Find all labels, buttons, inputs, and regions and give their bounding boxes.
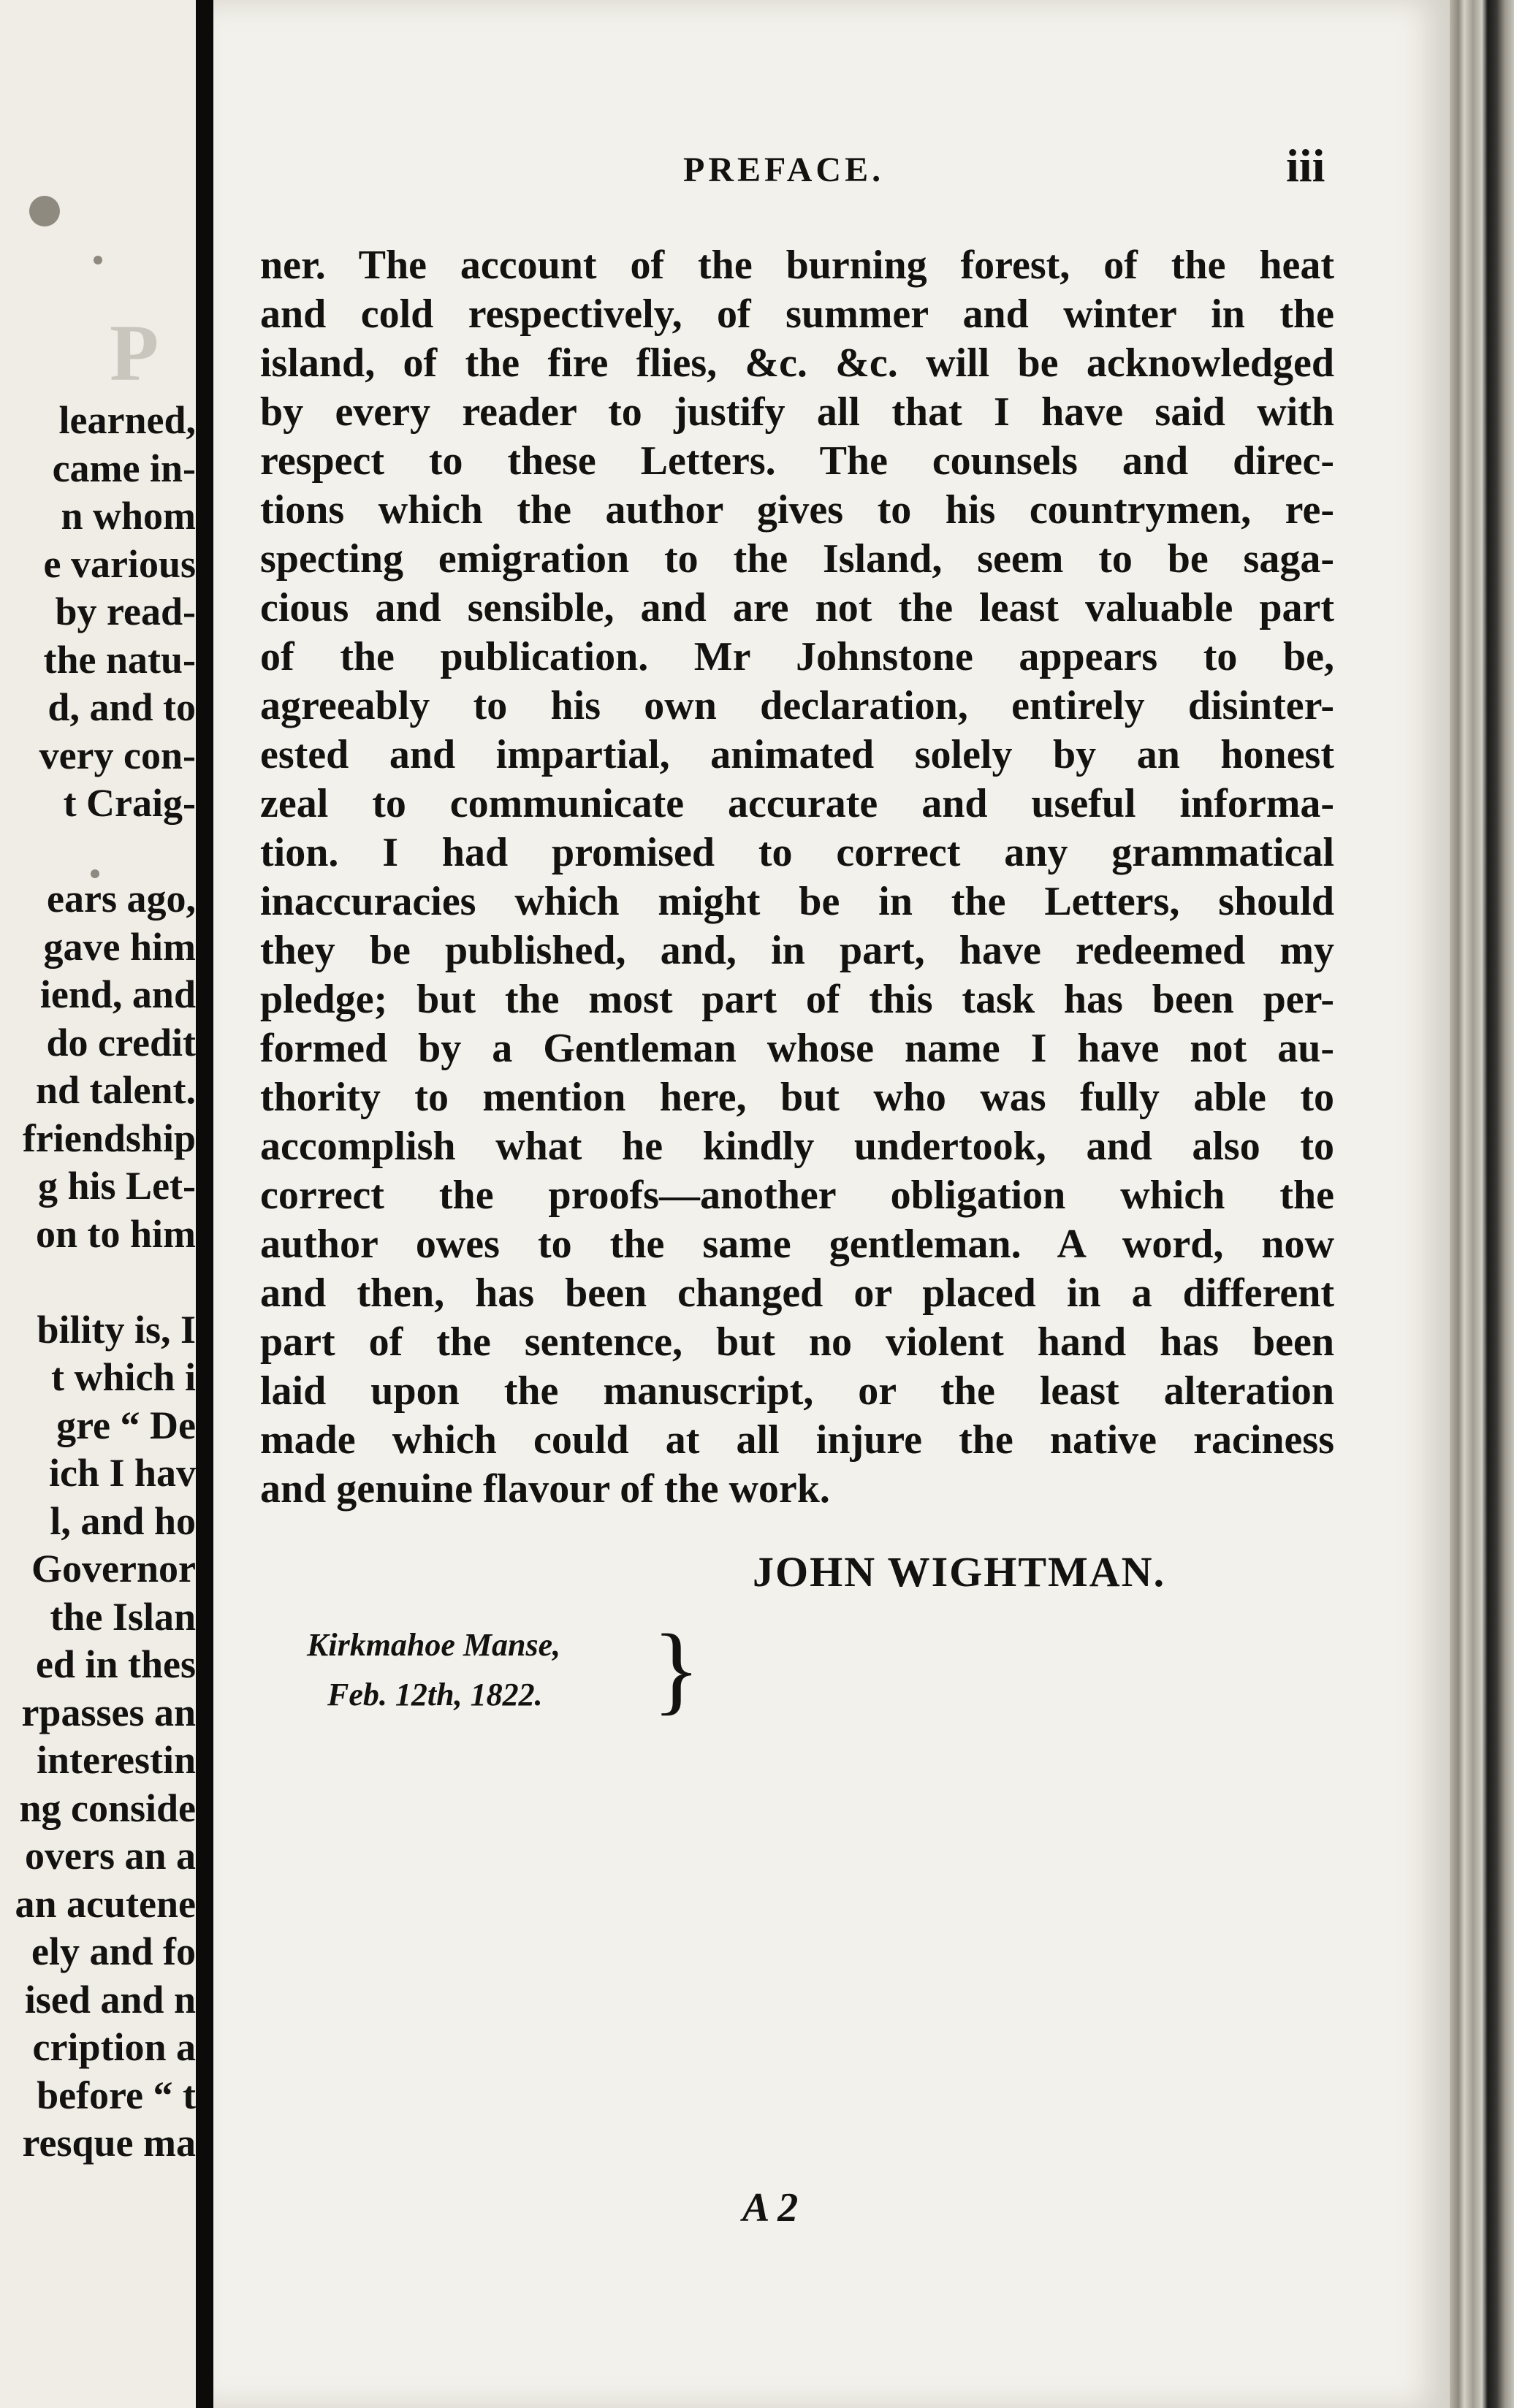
text-line: respect to these Letters. The counsels and direc-: [260, 438, 1334, 484]
text-line: thority to mention here, but who was fully able to: [260, 1075, 1334, 1120]
left-page-line: interestin: [37, 1738, 196, 1782]
text-line: author owes to the same gentleman. A word, now: [260, 1222, 1334, 1267]
text-line: and cold respectively, of summer and winter in the: [260, 292, 1334, 337]
left-page-line: ised and n: [24, 1977, 196, 2022]
text-line: formed by a Gentleman whose name I have not au-: [260, 1026, 1334, 1071]
left-page-line: cription a: [32, 2025, 196, 2069]
text-line: specting emigration to the Island, seem to be saga-: [260, 536, 1334, 582]
text-line: by every reader to justify all that I have said with: [260, 389, 1334, 435]
text-line: tion. I had promised to correct any grammatical: [260, 830, 1334, 875]
left-page-line: learned,: [58, 398, 196, 442]
left-page-line: on to him: [35, 1211, 196, 1256]
text-line: agreeably to his own declaration, entirely disinter-: [260, 683, 1334, 728]
text-line: and genuine flavour of the work.: [260, 1466, 830, 1512]
signature-mark: A 2: [742, 2185, 799, 2230]
left-page-line: gave him: [43, 924, 196, 969]
book-gutter: [196, 0, 213, 2408]
left-page-line: ed in thes: [35, 1642, 196, 1686]
text-line: island, of the fire flies, &c. &c. will be acknowledged: [260, 340, 1334, 386]
brace-glyph: }: [653, 1615, 701, 1724]
page-number: iii: [1286, 140, 1325, 191]
left-page-line: t Craig-: [63, 781, 196, 825]
left-page-line: friendship: [22, 1116, 196, 1160]
left-page-line: overs an a: [25, 1834, 196, 1878]
left-page-line: Governor: [31, 1547, 196, 1590]
text-line: inaccuracies which might be in the Letters, should: [260, 879, 1334, 924]
left-page-line: e various: [43, 541, 196, 586]
text-line: accomplish what he kindly undertook, and also to: [260, 1124, 1334, 1169]
signature: JOHN WIGHTMAN.: [753, 1548, 1166, 1596]
left-page-line: ears ago,: [47, 877, 196, 921]
left-page-line: resque ma: [22, 2121, 196, 2165]
text-line: laid upon the manuscript, or the least alteration: [260, 1368, 1334, 1414]
text-line: zeal to communicate accurate and useful informa-: [260, 781, 1334, 826]
left-page-line: nd talent.: [35, 1068, 196, 1112]
left-page: [0, 0, 196, 2408]
left-page-line: ich I hav: [48, 1451, 196, 1495]
page-edges: [1450, 0, 1514, 2408]
left-page-line: ely and fo: [31, 1929, 196, 1973]
left-page-line: ng conside: [19, 1786, 196, 1830]
left-page-line: t which i: [50, 1355, 196, 1399]
left-page-line: by read-: [55, 590, 196, 633]
text-line: tions which the author gives to his countrymen, re-: [260, 487, 1334, 533]
left-page-line: bility is, I: [37, 1307, 196, 1352]
left-page-text: [0, 0, 196, 2408]
text-line: ested and impartial, animated solely by an honest: [260, 732, 1334, 777]
left-page-line: rpasses an: [21, 1690, 196, 1734]
text-line: part of the sentence, but no violent hand has been: [260, 1319, 1334, 1365]
text-line: and then, has been changed or placed in a different: [260, 1270, 1334, 1316]
left-page-line: gre “ De: [56, 1403, 196, 1447]
left-page-line: an acutene: [15, 1881, 196, 1926]
text-line: pledge; but the most part of this task has been per-: [260, 977, 1334, 1022]
left-page-line: l, and ho: [50, 1498, 196, 1543]
place-date: [307, 1620, 560, 1720]
left-page-line: do credit: [46, 1020, 196, 1064]
left-page-line: n whom: [61, 494, 196, 538]
left-page-line: iend, and: [39, 972, 196, 1016]
text-line: ner. The account of the burning forest, of the heat: [260, 243, 1334, 288]
text-line: of the publication. Mr Johnstone appears to be,: [260, 634, 1334, 679]
preface-text: [260, 241, 1334, 1514]
left-page-line: d, and to: [47, 685, 196, 729]
date-line: Feb. 12th, 1822.: [327, 1677, 543, 1712]
left-page-line: came in-: [52, 446, 196, 490]
text-line: they be published, and, in part, have redeemed my: [260, 928, 1334, 973]
left-page-line: very con-: [39, 733, 196, 777]
text-line: correct the proofs—another obligation which the: [260, 1173, 1334, 1218]
text-line: cious and sensible, and are not the least valuable part: [260, 585, 1334, 630]
place-line: Kirkmahoe Manse,: [307, 1627, 561, 1663]
running-head: PREFACE.: [683, 150, 885, 189]
left-page-line: the Islan: [50, 1594, 196, 1639]
left-page-line: before “ t: [37, 2073, 196, 2117]
left-page-line: the natu-: [43, 637, 196, 682]
text-line: made which could at all injure the native raciness: [260, 1417, 1334, 1463]
left-page-line: g his Let-: [38, 1164, 196, 1208]
bleed-through-text: P: [110, 308, 159, 397]
